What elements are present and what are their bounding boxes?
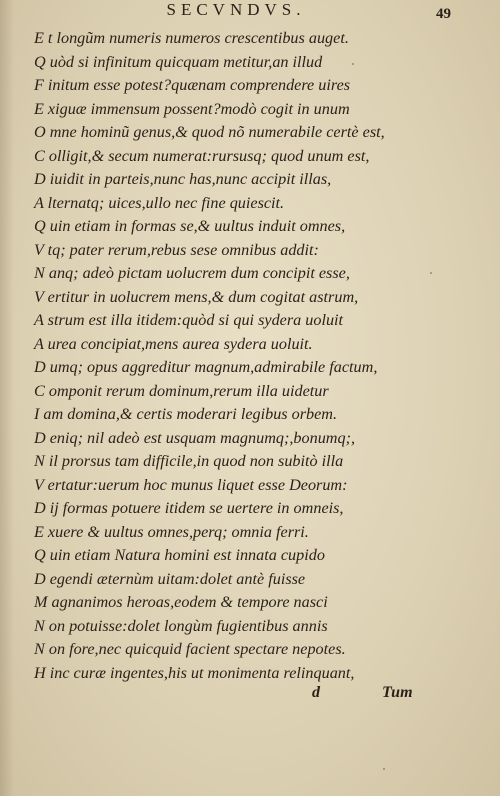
verse-line: N on fore,nec quicquid facient spectare nepotes. xyxy=(34,640,346,658)
verse-line: D egendi æternùm uitam:dolet antè fuisse xyxy=(34,569,306,588)
verse-line: I am domina,& certis moderari legibus orbem. xyxy=(34,405,338,423)
verse-line: E t longũm numeris numeros crescentibus auget. xyxy=(34,29,349,47)
verse-line: D umq; opus aggreditur magnum,admirabile factum, xyxy=(34,358,378,376)
verse-line: E xuere & uultus omnes,perq; omnia ferri. xyxy=(34,522,309,541)
verse-line: C olligit,& secum numerat:rursusq; quod unum est, xyxy=(34,146,370,165)
verse-line: Q uin etiam in formas se,& uultus induit omnes, xyxy=(34,217,346,235)
verse-line: N on potuisse:dolet longùm fugientibus annis xyxy=(34,616,328,635)
verse-line: N il prorsus tam difficile,in quod non subitò illa xyxy=(34,452,344,470)
verse-text xyxy=(34,27,474,685)
verse-line: F initum esse potest?quænam comprendere uires xyxy=(34,76,351,94)
verse-line: Q uòd si infinitum quicquam metitur,an illud xyxy=(34,52,323,71)
ink-speck xyxy=(383,768,385,770)
verse-line: O mne hominũ genus,& quod nõ numerabile certè est, xyxy=(34,123,385,141)
verse-line: D ij formas potuere itidem se uertere in omneis, xyxy=(34,499,344,517)
ink-speck xyxy=(430,272,432,274)
verse-line: C omponit rerum dominum,rerum illa uidetur xyxy=(34,381,329,400)
verse-line: V tq; pater rerum,rebus sese omnibus addit: xyxy=(34,240,319,259)
catchword: Tum xyxy=(382,684,413,701)
signature-mark: d xyxy=(312,684,320,701)
verse-line: M agnanimos heroas,eodem & tempore nasci xyxy=(34,593,328,611)
page-number: 49 xyxy=(436,6,451,22)
verse-line: A strum est illa itidem:quòd si qui sydera uoluit xyxy=(34,311,344,329)
verse-line: V ertatur:uerum hoc munus liquet esse Deorum: xyxy=(34,475,348,494)
verse-line: D iuidit in parteis,nunc has,nunc accipit illas, xyxy=(34,170,332,188)
verse-line: E xiguæ immensum possent?modò cogit in unum xyxy=(34,99,350,118)
verse-line: H inc curæ ingentes,his ut monimenta relinquant, xyxy=(34,663,355,682)
verse-line: A urea concipiat,mens aurea sydera uoluit. xyxy=(34,334,313,353)
verse-line: Q uin etiam Natura homini est innata cupido xyxy=(34,546,325,564)
gutter-shadow xyxy=(0,0,14,796)
verse-line: D eniq; nil adeò est usquam magnumq;,bonumq;, xyxy=(34,428,356,447)
ink-speck xyxy=(352,63,354,65)
verse-line: A lternatq; uices,ullo nec fine quiescit. xyxy=(34,193,285,212)
verse-line: N anq; adeò pictam uolucrem dum concipit esse, xyxy=(34,264,350,282)
running-head: SECVNDVS. xyxy=(166,0,306,19)
verse-line: V ertitur in uolucrem mens,& dum cogitat astrum, xyxy=(34,287,359,306)
